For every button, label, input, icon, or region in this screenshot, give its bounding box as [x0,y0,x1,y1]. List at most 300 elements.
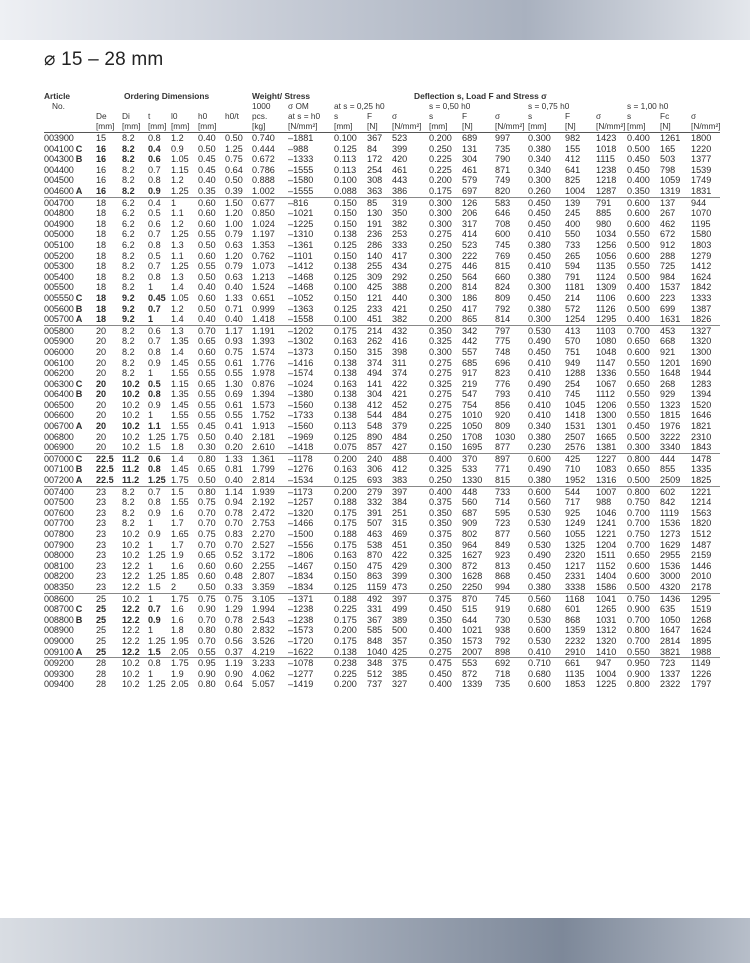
table-row [44,625,720,636]
table-cell: 0.200 [429,314,452,325]
table-cell: 0.95 [198,658,225,669]
table-cell: 1.939 [252,486,288,497]
table-cell: 1327 [691,325,720,336]
table-cell: 469 [392,529,408,540]
table-cell: 0.175 [334,518,357,529]
table-cell: 792 [495,635,511,646]
table-cell: 0.75 [198,529,216,540]
table-cell: 1227 [596,453,627,464]
table-cell: 1195 [691,218,711,229]
table-cell: 0.250 [429,303,452,314]
table-cell: 1.30 [225,378,243,389]
table-cell: 0.530 [528,635,551,646]
table-cell: 1238 [596,164,617,175]
article-number: 007600 [44,507,74,518]
table-cell: 0.55 [225,368,243,379]
table-cell: 20 [96,357,107,368]
article-number: 006400 B [44,389,83,400]
table-cell: 1135 [596,261,616,272]
table-cell: 2.05 [171,646,189,657]
table-cell: 0.125 [334,431,357,442]
table-cell: 2814 [660,635,681,646]
table-cell: 929 [660,389,676,400]
table-cell: 348 [367,658,392,669]
table-cell: 0.7 [148,303,161,314]
article-number: 006000 [44,346,74,357]
table-cell: 0.113 [334,164,357,175]
table-cell: 0.30 [198,442,216,453]
table-cell: 0.600 [528,679,551,690]
table-cell: 1387 [691,303,712,314]
table-cell: 0.300 [528,175,551,186]
table-row [44,293,720,304]
table-cell: 8.2 [122,486,148,497]
table-cell: 222 [462,250,478,261]
table-cell: 0.100 [334,133,357,144]
article-number: 008350 [44,581,74,592]
table-cell: 0.340 [528,421,551,432]
article-number: 006200 [44,368,74,379]
table-cell: 1 [148,282,154,293]
series-letter: C [75,453,83,464]
table-cell: 0.600 [627,560,650,571]
table-row [44,357,720,368]
table-cell: 6.2 [122,197,148,208]
table-cell: 1.20 [225,250,243,261]
table-cell: 0.138 [334,646,357,657]
table-cell: 949 [565,357,581,368]
table-cell: 1.75 [171,658,198,669]
table-cell: 1320 [691,336,712,347]
column-unit: [N/mm²] [495,121,528,133]
table-cell: 2509 [660,475,681,486]
table-cell: 1320 [596,635,617,646]
table-cell: 0.230 [528,442,551,453]
table-cell: 0.9 [171,143,184,154]
table-cell: 0.113 [334,154,357,165]
table-cell: 1.75 [171,431,189,442]
table-cell: 0.410 [528,261,551,272]
table-cell: 1853 [565,679,586,690]
table-cell: 12.2 [122,646,140,657]
table-cell: 0.70 [225,518,243,529]
table-cell: 0.150 [429,442,452,453]
table-cell: 126 [462,197,495,208]
table-cell: –1024 [288,378,314,389]
table-cell: 0.40 [225,475,243,486]
table-cell: 1225 [596,679,617,690]
table-cell: 25 [96,593,122,604]
table-cell: 0.850 [252,208,275,219]
table-cell: 0.60 [198,250,216,261]
table-row [44,615,720,626]
table-cell: 775 [495,336,511,347]
table-cell: 1.05 [171,292,189,303]
table-cell: 1.394 [252,389,275,400]
column-header: De [96,111,107,121]
header-s075: s = 0,75 h0 [528,101,570,111]
table-cell: 944 [691,197,720,208]
table-cell: 1070 [691,208,712,219]
table-cell: 1.65 [171,529,189,540]
table-cell: 0.762 [252,250,275,261]
table-cell: 717 [565,497,581,508]
table-cell: 0.188 [334,593,367,604]
table-cell: 718 [495,668,511,679]
table-cell: 0.9 [148,186,161,197]
table-cell: 0.70 [198,539,216,550]
header-weight-1000: 1000 [252,101,271,111]
table-cell: 820 [495,186,511,197]
table-cell: 1 [148,593,171,604]
table-cell: 1646 [691,410,712,421]
table-cell: 0.138 [334,389,357,400]
table-cell: 815 [495,261,511,272]
table-cell: 533 [462,464,478,475]
table-cell: 141 [367,378,383,389]
table-cell: 12.2 [122,614,140,625]
table-cell: 560 [462,497,478,508]
table-cell: 685 [462,357,478,368]
table-cell: 0.490 [528,378,551,389]
column-header: Fc [660,111,670,121]
table-cell: 699 [660,303,676,314]
table-cell: 1.55 [171,368,189,379]
table-row [44,325,720,336]
table-cell: 0.188 [334,529,357,540]
table-cell: –1412 [288,261,314,272]
table-cell: 791 [596,197,627,208]
table-cell: 3.105 [252,593,288,604]
table-cell: 1.25 [171,186,189,197]
table-cell: 0.138 [334,410,357,421]
table-cell: 0.175 [334,507,357,518]
table-cell: 0.300 [528,314,551,325]
table-cell: 870 [462,593,495,604]
table-cell: 0.55 [198,399,216,410]
table-cell: 2232 [565,635,586,646]
article-number: 005100 [44,239,74,250]
table-cell: 0.380 [528,239,551,250]
table-cell: 15 [96,133,107,144]
header-ordering-dimensions: Ordering Dimensions [124,90,210,101]
table-cell: –1238 [288,614,314,625]
table-cell: 0.380 [528,431,551,442]
table-cell: 0.275 [429,399,452,410]
table-cell: 0.55 [198,646,216,657]
table-cell: 0.750 [627,529,650,540]
table-cell: 1300 [691,346,712,357]
table-cell: 1.1 [171,250,184,261]
table-cell: 279 [367,486,392,497]
table-cell: 710 [565,464,581,475]
table-cell: 0.50 [225,175,243,186]
table-cell: 0.600 [627,571,650,582]
table-cell: 0.275 [429,357,452,368]
table-cell: 1843 [691,442,712,453]
table-cell: 1.25 [148,431,166,442]
table-row [44,400,720,411]
table-cell: 0.650 [627,550,650,561]
table-cell: 253 [392,229,408,240]
table-cell: 0.300 [429,560,452,571]
table-cell: 0.79 [225,229,243,240]
table-cell: 0.250 [429,271,452,282]
table-cell: 0.530 [528,507,551,518]
table-cell: 0.380 [528,581,551,592]
table-cell: 3.172 [252,550,275,561]
table-cell: 856 [495,399,511,410]
table-cell: 1.5 [171,486,198,497]
table-cell: 0.888 [252,175,275,186]
article-number: 004500 [44,175,74,186]
table-cell: 484 [392,431,408,442]
article-number: 003900 [44,133,74,144]
table-cell: 754 [462,399,478,410]
table-cell: 0.70 [225,539,243,550]
table-cell: 0.380 [528,475,551,486]
table-cell: 0.175 [334,325,367,336]
table-cell: 0.500 [627,475,650,486]
table-cell: 319 [392,197,429,208]
table-cell: 8.2 [122,325,148,336]
table-cell: 635 [660,604,676,615]
table-cell: 0.150 [334,560,357,571]
article-number: 007000 C [44,453,96,464]
article-number: 005900 [44,336,74,347]
table-cell: 10.2 [122,431,140,442]
table-row [44,540,720,551]
table-cell: 0.65 [198,464,216,475]
table-cell: 1.6 [171,507,184,518]
table-cell: 745 [495,593,528,604]
article-number: 007400 [44,486,96,497]
table-cell: 0.710 [528,658,565,669]
table-cell: 1.6 [171,560,184,571]
table-cell: 2.05 [171,679,189,690]
table-cell: 1628 [462,571,483,582]
table-cell: 386 [392,186,408,197]
table-cell: 1.50 [225,197,252,208]
table-cell: 3.233 [252,658,288,669]
table-cell: 0.9 [148,357,161,368]
table-cell: 723 [495,518,511,529]
table-cell: 964 [462,539,478,550]
table-cell: 0.900 [627,604,650,615]
table-cell: 22.5 [96,464,114,475]
table-cell: 473 [392,581,408,592]
table-cell: 25 [96,614,107,625]
table-row [44,314,720,325]
table-cell: 0.530 [528,518,551,529]
table-cell: 453 [660,325,691,336]
table-cell: 363 [367,186,383,197]
table-cell: 1249 [565,518,586,529]
table-row [44,464,720,475]
table-row [44,497,720,508]
table-cell: 0.300 [429,571,452,582]
table-cell: 0.5 [148,208,161,219]
table-cell: 0.200 [334,486,367,497]
table-row [44,529,720,540]
table-cell: 18 [96,292,107,303]
table-cell: 448 [462,486,495,497]
table-cell: 267 [660,208,676,219]
table-cell: 865 [462,314,478,325]
table-cell: 897 [495,453,528,464]
table-cell: 0.8 [148,133,161,144]
table-cell: –1834 [288,581,314,592]
table-cell: 0.90 [225,668,243,679]
table-cell: 0.40 [198,133,216,144]
column-header: s [528,111,533,121]
table-cell: 1404 [596,571,617,582]
table-cell: 1.25 [148,550,166,561]
column-header: F [367,111,373,121]
table-cell: 1412 [691,261,712,272]
column-unit: [N/mm²] [596,121,626,131]
table-cell: 0.450 [528,571,551,582]
table-cell: 0.55 [198,261,216,272]
table-row [44,571,720,582]
table-cell: 1.29 [225,604,243,615]
table-cell: 0.52 [225,550,243,561]
table-cell: 0.275 [429,261,452,272]
table-row [44,261,720,272]
table-cell: 0.410 [528,410,551,421]
table-cell: 1.15 [171,378,189,389]
table-cell: 0.163 [334,550,357,561]
table-cell: 646 [495,208,511,219]
table-cell: 1301 [596,421,617,432]
table-cell: 388 [392,282,408,293]
series-letter: C [75,143,83,154]
table-cell: 0.400 [627,314,650,325]
table-cell: –1371 [288,593,334,604]
table-cell: 730 [495,614,511,625]
table-cell: 0.350 [429,539,452,550]
table-cell: 0.400 [429,625,452,636]
table-cell: 0.300 [627,442,650,453]
article-number: 005400 [44,271,74,282]
table-cell: 1 [148,560,154,571]
table-cell: 0.400 [429,453,462,464]
table-cell: 1288 [565,368,586,379]
table-cell: 10.2 [122,389,140,400]
table-cell: 0.700 [627,614,650,625]
table-cell: 0.900 [627,668,650,679]
column-unit: [mm] [148,121,171,133]
table-cell: 1.7 [171,518,184,529]
header-s100: s = 1,00 h0 [627,101,669,111]
table-cell: 6.2 [122,239,135,250]
table-cell: 1.9 [171,668,184,679]
table-cell: 306 [367,464,383,475]
table-cell: 0.200 [334,679,357,690]
table-cell: 0.8 [148,497,161,508]
table-cell: 553 [462,658,495,669]
table-cell: 292 [392,271,408,282]
table-cell: 0.500 [627,271,650,282]
table-cell: 0.6 [148,325,171,336]
table-cell: 1512 [691,529,712,540]
table-cell: 0.113 [334,421,357,432]
table-cell: 2.192 [252,497,275,508]
table-cell: 0.8 [148,175,161,186]
table-cell: 0.40 [198,175,216,186]
table-cell: 723 [660,658,691,669]
table-cell: 375 [392,658,429,669]
table-cell: 2178 [691,581,712,592]
table-cell: 809 [495,421,511,432]
table-cell: 1.25 [148,475,166,486]
table-cell: 0.138 [334,357,357,368]
table-cell: 0.550 [627,399,650,410]
table-cell: 4.062 [252,668,275,679]
table-cell: 1.418 [252,314,275,325]
table-cell: 233 [367,303,383,314]
table-cell: 547 [462,389,478,400]
table-cell: 8.2 [122,346,135,357]
table-cell: 0.325 [429,464,452,475]
table-cell: 1 [148,410,154,421]
table-cell: 600 [495,229,511,240]
table-cell: 0.530 [528,539,551,550]
table-cell: 1825 [691,475,712,486]
table-cell: 0.61 [225,357,243,368]
table-cell: 0.45 [148,292,166,303]
table-cell: 1119 [660,507,679,518]
table-cell: –1467 [288,560,314,571]
table-cell: 920 [495,410,511,421]
column-unit: [N/mm²] [691,121,721,131]
table-cell: 0.7 [148,486,171,497]
table-cell: –1418 [288,442,314,453]
table-cell: 1316 [596,475,617,486]
table-cell: 1976 [660,421,681,432]
table-cell: –1363 [288,303,314,314]
table-cell: 0.740 [252,133,275,144]
table-cell: 137 [660,197,691,208]
table-cell: 602 [660,486,691,497]
table-cell: 1021 [462,625,483,636]
article-number: 008000 [44,550,74,561]
table-cell: 1050 [660,614,681,625]
table-cell: 23 [96,518,107,529]
table-cell: 3338 [565,581,586,592]
article-number: 004400 [44,164,74,175]
table-cell: 0.500 [627,303,650,314]
table-cell: 0.64 [225,679,243,690]
table-cell: 315 [392,518,408,529]
table-cell: 0.400 [429,486,462,497]
column-header: F [565,111,571,121]
column-header: t [148,111,151,121]
table-cell: 1708 [462,431,483,442]
table-cell: 500 [392,625,408,636]
table-cell: 749 [495,175,511,186]
table-cell: 2.255 [252,560,275,571]
table-cell: 0.700 [627,539,650,550]
table-cell: 0.200 [429,175,452,186]
table-cell: 1665 [596,431,617,442]
article-number: 006900 [44,442,74,453]
table-cell: 0.600 [627,292,650,303]
column-unit: [N] [462,121,495,133]
table-cell: 1.45 [171,357,189,368]
table-cell: 912 [660,239,676,250]
table-cell: 399 [392,571,408,582]
